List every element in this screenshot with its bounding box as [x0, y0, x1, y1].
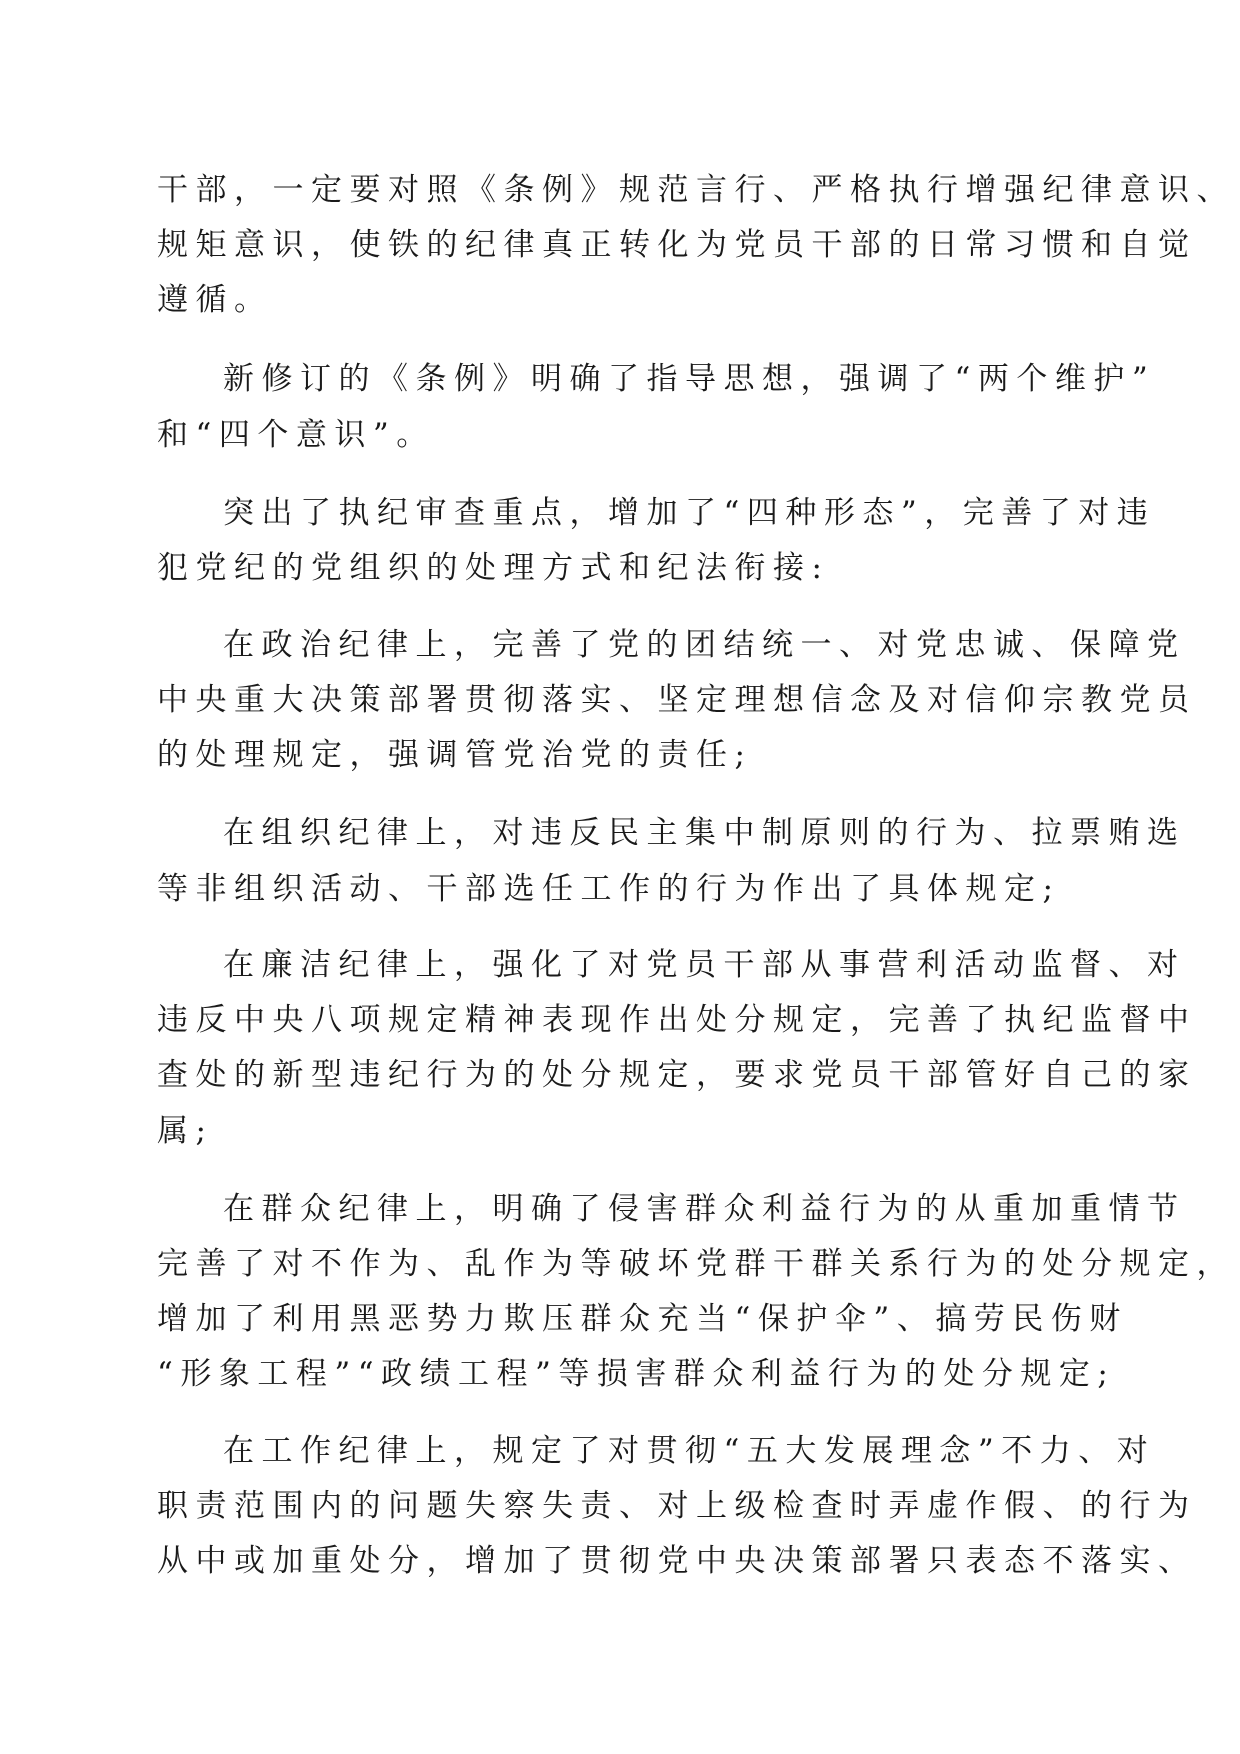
- text-line: 犯党纪的党组织的处理方式和纪法衔接:: [157, 550, 830, 586]
- text-line: 在群众纪律上，明确了侵害群众利益行为的从重加重情节: [223, 1191, 1186, 1227]
- text-line: “形象工程”“政绩工程”等损害群众利益行为的处分规定;: [157, 1356, 1116, 1392]
- text-line: 查处的新型违纪行为的处分规定，要求党员干部管好自己的家: [157, 1057, 1197, 1093]
- text-line: 在组织纪律上，对违反民主集中制原则的行为、拉票贿选: [223, 815, 1186, 851]
- text-line: 在廉洁纪律上，强化了对党员干部从事营利活动监督、对: [223, 947, 1186, 983]
- text-line: 的处理规定，强调管党治党的责任;: [157, 737, 753, 773]
- text-line: 中央重大决策部署贯彻落实、坚定理想信念及对信仰宗教党员: [157, 682, 1197, 718]
- text-line: 增加了利用黑恶势力欺压群众充当“保护伞”、搞劳民伤财: [157, 1301, 1128, 1337]
- text-line: 和“四个意识”。: [157, 417, 435, 453]
- text-line: 规矩意识，使铁的纪律真正转化为党员干部的日常习惯和自觉: [157, 227, 1197, 263]
- text-line: 在政治纪律上，完善了党的团结统一、对党忠诚、保障党: [223, 627, 1186, 663]
- text-line: 突出了执纪审查重点，增加了“四种形态”，完善了对违: [223, 495, 1156, 531]
- text-line: 完善了对不作为、乱作为等破坏党群干群关系行为的处分规定，: [157, 1246, 1235, 1282]
- text-line: 从中或加重处分，增加了贯彻党中央决策部署只表态不落实、: [157, 1543, 1197, 1579]
- text-line: 在工作纪律上，规定了对贯彻“五大发展理念”不力、对: [223, 1433, 1156, 1469]
- text-line: 职责范围内的问题失察失责、对上级检查时弄虚作假、的行为: [157, 1488, 1197, 1524]
- text-line: 干部，一定要对照《条例》规范言行、严格执行增强纪律意识、: [157, 172, 1235, 208]
- text-line: 违反中央八项规定精神表现作出处分规定，完善了执纪监督中: [157, 1002, 1197, 1038]
- text-line: 新修订的《条例》明确了指导思想，强调了“两个维护”: [223, 361, 1156, 397]
- text-line: 遵循。: [157, 282, 273, 318]
- text-line: 属;: [157, 1113, 214, 1149]
- text-line: 等非组织活动、干部选任工作的行为作出了具体规定;: [157, 871, 1061, 907]
